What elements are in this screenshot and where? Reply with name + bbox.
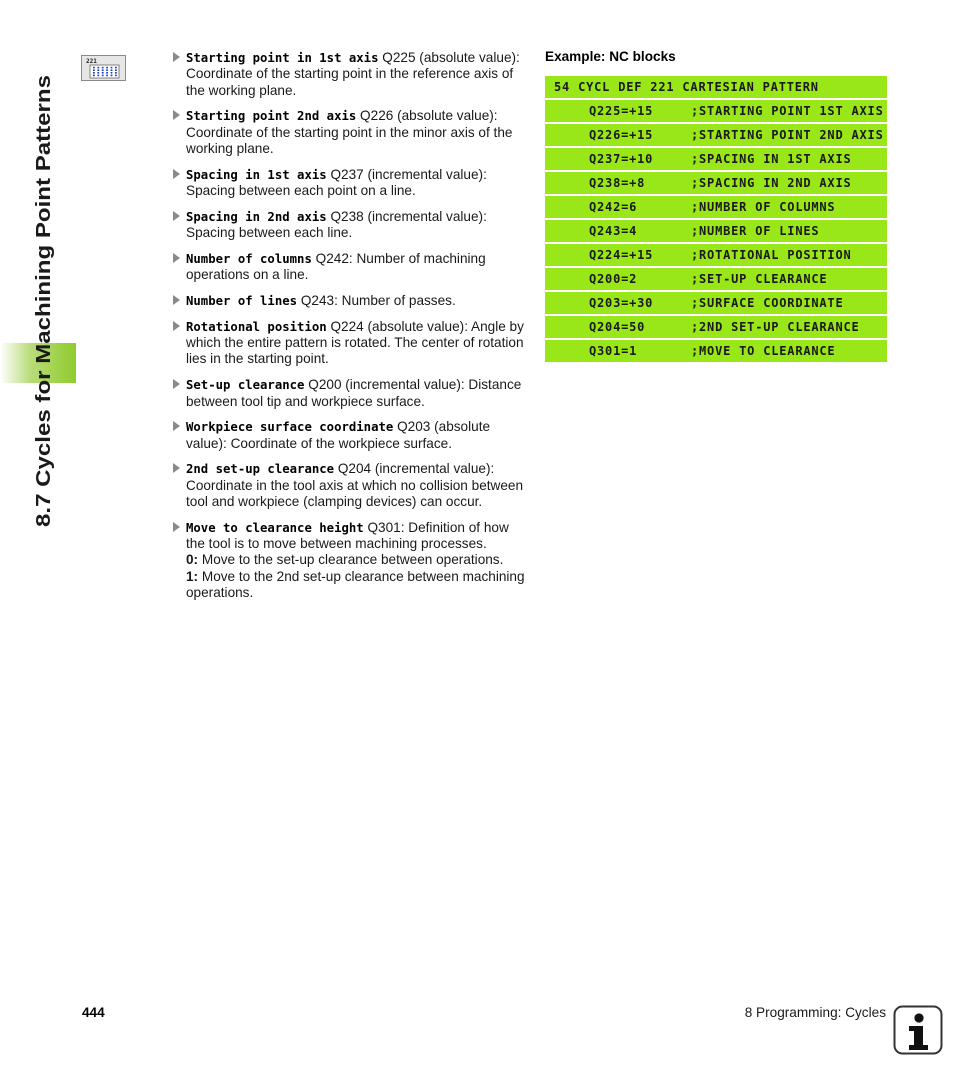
parameter-description: Q301: Definition of how the tool is to move between machining processes. <box>186 519 509 552</box>
parameter-item <box>172 50 528 99</box>
nc-comment: ;SPACING IN 2ND AXIS <box>691 176 852 190</box>
bullet-arrow-icon <box>173 110 180 120</box>
nc-comment: ;ROTATIONAL POSITION <box>691 248 852 262</box>
grid-point <box>115 69 117 71</box>
parameter-item <box>172 209 528 242</box>
nc-comment: ;NUMBER OF LINES <box>691 224 820 238</box>
nc-parameter: Q225=+15 <box>589 104 654 118</box>
nc-comment: ;NUMBER OF COLUMNS <box>691 200 836 214</box>
option-text: Move to the 2nd set-up clearance between machining operations. <box>186 568 525 601</box>
nc-row <box>545 292 887 314</box>
nc-row <box>545 220 887 242</box>
grid-point <box>111 69 113 71</box>
parameter-key: Workpiece surface coordinate <box>186 420 394 435</box>
grid-point <box>93 69 95 71</box>
parameter-key: Number of columns <box>186 251 312 266</box>
parameter-item <box>172 520 528 601</box>
grid-point <box>102 69 104 71</box>
bullet-arrow-icon <box>173 463 180 473</box>
grid-point <box>97 67 99 69</box>
parameter-description: Q243: Number of passes. <box>297 293 456 309</box>
parameter-item <box>172 108 528 157</box>
chapter-title-text: 8.7 Cycles for Machining Point Patterns <box>32 141 55 527</box>
nc-row <box>545 244 887 266</box>
nc-row <box>545 316 887 338</box>
parameter-key: Starting point 2nd axis <box>186 109 357 124</box>
grid-point <box>111 72 113 74</box>
grid-point <box>93 75 95 77</box>
nc-parameter: Q237=+10 <box>589 152 654 166</box>
grid-point <box>106 72 108 74</box>
bullet-arrow-icon <box>173 522 180 532</box>
nc-parameter: Q243=4 <box>589 224 638 238</box>
nc-comment: ;STARTING POINT 1ST AXIS <box>691 104 884 118</box>
nc-row <box>545 340 887 362</box>
bullet-arrow-icon <box>173 379 180 389</box>
option-text: Move to the set-up clearance between operations. <box>198 552 504 568</box>
parameter-list <box>172 50 528 611</box>
parameter-item <box>172 419 528 452</box>
parameter-key: 2nd set-up clearance <box>186 462 335 477</box>
grid-point <box>111 67 113 69</box>
nc-comment: ;SPACING IN 1ST AXIS <box>691 152 852 166</box>
nc-parameter: Q226=+15 <box>589 128 654 142</box>
grid-point <box>97 75 99 77</box>
grid-point <box>106 69 108 71</box>
nc-parameter: Q238=+8 <box>589 176 646 190</box>
parameter-key: Rotational position <box>186 319 327 334</box>
nc-comment: ;STARTING POINT 2ND AXIS <box>691 128 884 142</box>
nc-block-listing <box>545 76 887 364</box>
nc-parameter: Q301=1 <box>589 344 638 358</box>
nc-parameter: Q203=+30 <box>589 296 654 310</box>
grid-point <box>97 72 99 74</box>
parameter-description: Q203 (absolute value): Coordinate of the workpiece surface. <box>186 419 491 451</box>
nc-comment: ;MOVE TO CLEARANCE <box>691 344 836 358</box>
option-key: 1: <box>186 568 199 584</box>
option-key: 0: <box>186 552 199 568</box>
grid-point <box>115 72 117 74</box>
cartesian-pattern-icon <box>81 55 126 81</box>
grid-point <box>106 75 108 77</box>
bullet-arrow-icon <box>173 169 180 179</box>
nc-comment: ;SURFACE COORDINATE <box>691 296 844 310</box>
nc-comment: ;SET-UP CLEARANCE <box>691 272 828 286</box>
example-title: Example: NC blocks <box>545 49 676 64</box>
parameter-item <box>172 251 528 284</box>
parameter-description: Q225 (absolute value): Coordinate of the starting point in the reference axis of the working plane. <box>186 50 520 98</box>
nc-row <box>545 196 887 218</box>
bullet-arrow-icon <box>173 253 180 263</box>
parameter-key: Spacing in 1st axis <box>186 167 327 182</box>
parameter-description: Q242: Number of machining operations on a line. <box>186 250 486 283</box>
grid-point <box>97 69 99 71</box>
parameter-description: Q226 (absolute value): Coordinate of the starting point in the minor axis of the working plane. <box>186 108 513 156</box>
nc-parameter: Q242=6 <box>589 200 638 214</box>
grid-point <box>102 75 104 77</box>
parameter-key: Number of lines <box>186 294 298 309</box>
parameter-key: Spacing in 2nd axis <box>186 209 327 224</box>
chapter-side-title <box>16 40 64 540</box>
grid-point <box>102 72 104 74</box>
grid-point <box>93 67 95 69</box>
parameter-description: Q224 (absolute value): Angle by which the entire pattern is rotated. The center of rotation lies in the starting point. <box>186 318 524 367</box>
bullet-arrow-icon <box>173 295 180 305</box>
grid-point <box>115 67 117 69</box>
nc-row <box>545 148 887 170</box>
nc-header-row <box>545 76 887 98</box>
grid-point <box>102 67 104 69</box>
nc-row <box>545 268 887 290</box>
nc-row <box>545 100 887 122</box>
nc-parameter: Q200=2 <box>589 272 638 286</box>
cycle-number-label: 221 <box>86 58 97 65</box>
nc-header-text: 54 CYCL DEF 221 CARTESIAN PATTERN <box>554 80 819 94</box>
parameter-item <box>172 377 528 410</box>
footer-chapter: 8 Programming: Cycles <box>744 1005 886 1020</box>
bullet-arrow-icon <box>173 421 180 431</box>
parameter-description: Q204 (incremental value): Coordinate in the tool axis at which no collision between tool and workpiece (clamping devices) can occur. <box>186 461 524 510</box>
bullet-arrow-icon <box>173 52 180 62</box>
parameter-item <box>172 293 528 309</box>
nc-row <box>545 172 887 194</box>
parameter-key: Move to clearance height <box>186 520 364 535</box>
bullet-arrow-icon <box>173 211 180 221</box>
page-number: 444 <box>82 1005 105 1020</box>
parameter-description: Q238 (incremental value): Spacing between each line. <box>186 208 487 241</box>
grid-point <box>115 75 117 77</box>
parameter-description: Q200 (incremental value): Distance between tool tip and workpiece surface. <box>186 377 522 409</box>
info-icon <box>893 1005 943 1055</box>
bullet-arrow-icon <box>173 321 180 331</box>
nc-parameter: Q204=50 <box>589 320 646 334</box>
parameter-item <box>172 461 528 510</box>
nc-comment: ;2ND SET-UP CLEARANCE <box>691 320 860 334</box>
nc-row <box>545 124 887 146</box>
grid-point <box>111 75 113 77</box>
parameter-description: Q237 (incremental value): Spacing between each point on a line. <box>186 166 487 199</box>
parameter-key: Set-up clearance <box>186 378 305 393</box>
parameter-key: Starting point in 1st axis <box>186 51 379 65</box>
grid-point <box>106 67 108 69</box>
nc-parameter: Q224=+15 <box>589 248 654 262</box>
grid-point <box>93 72 95 74</box>
parameter-item <box>172 167 528 200</box>
parameter-item <box>172 319 528 368</box>
